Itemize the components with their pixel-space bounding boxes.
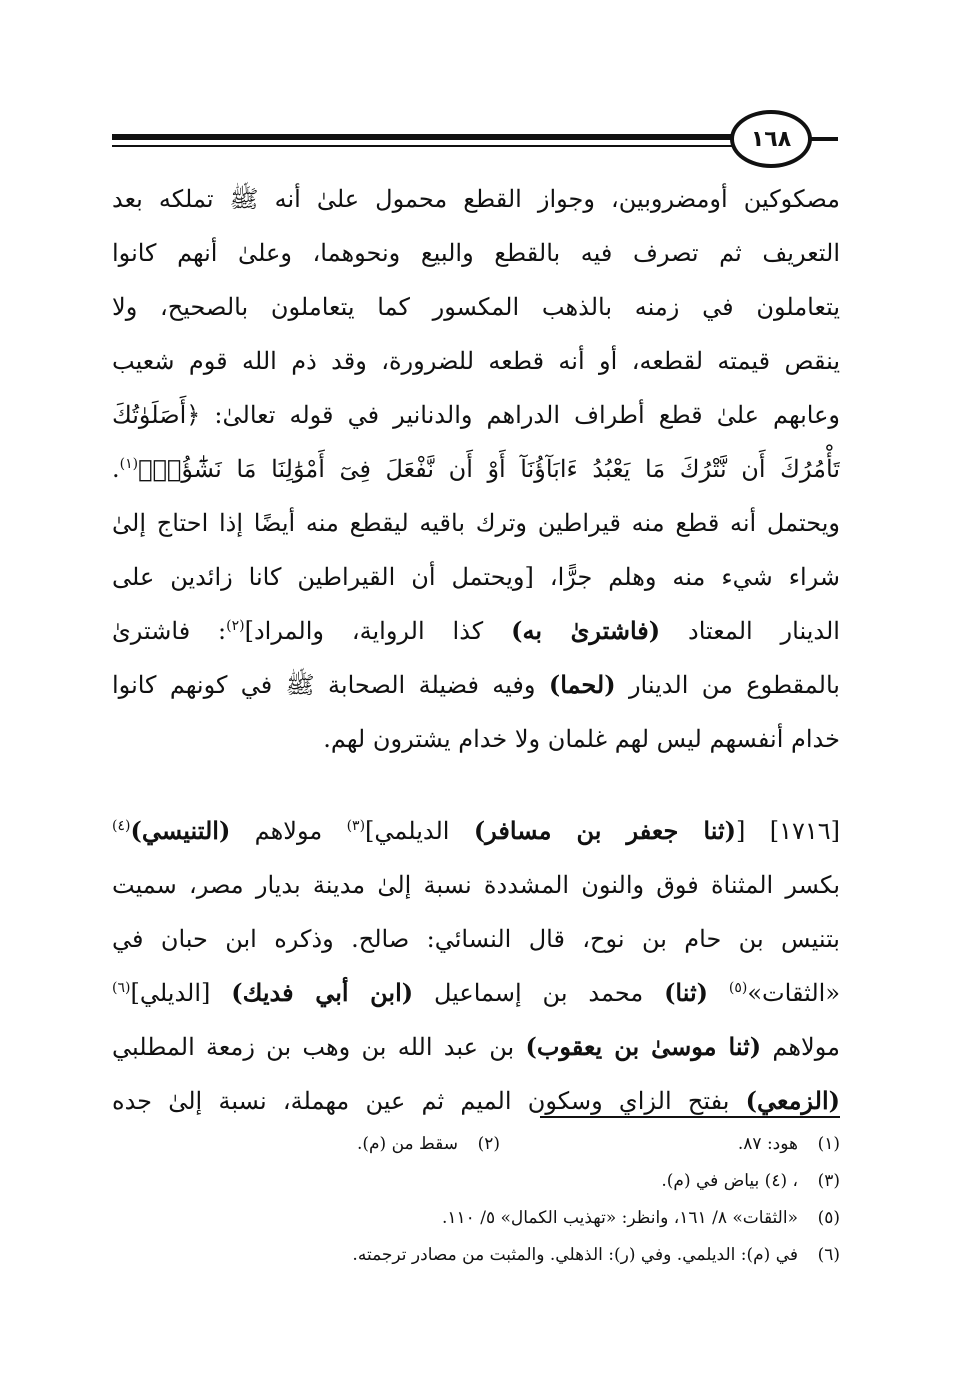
page-number: ١٦٨ xyxy=(750,126,792,152)
text-line: بتنيس بن حام بن نوح، قال النسائي: صالح. وذكره ابن حبان في xyxy=(112,925,840,953)
bold-lemma: (ثنا جعفر بن مسافر) xyxy=(473,816,737,845)
footnote-ref[interactable]: (٤) xyxy=(112,818,131,834)
footnotes xyxy=(112,1126,840,1274)
footnote-ref[interactable]: (٦) xyxy=(112,980,131,996)
header-rule-thin xyxy=(112,145,732,147)
footnote-number: (٣) xyxy=(817,1171,840,1191)
footnote-2 xyxy=(357,1126,500,1163)
footnote-5 xyxy=(442,1200,840,1237)
bold-lemma: (ثنا) xyxy=(664,978,709,1007)
text-segment: وفيه فضيلة الصحابة ﷺ في كونهم كانوا xyxy=(112,671,536,699)
header-rule-right xyxy=(810,137,838,141)
footnote-6 xyxy=(352,1237,840,1274)
footnote-number: (٦) xyxy=(817,1245,840,1265)
text-line: خدام أنفسهم ليس لهم غلمان ولا خدام يشترون لهم. xyxy=(323,725,840,753)
text-segment: بالمقطوع من الدينار xyxy=(628,671,840,699)
footnote-row xyxy=(112,1200,840,1237)
footnote-text: هود: ٨٧. xyxy=(737,1134,798,1154)
quran-verse-line: تَأْمُرُكَ أَن نَّتْرُكَ مَا يَعْبُدُ ءَابَآؤُنَآ أَوْ أَن نَّفْعَلَ فِىٓ أَمْوَٰلِنَا مَا نَشَٰٓؤُا۟﴾$^{(١)}$. xyxy=(112,455,840,483)
footnote-text: «الثقات» ٨/ ١٦١، وانظر: «تهذيب الكمال» ٥/ ١١٠. xyxy=(442,1208,798,1228)
text-line xyxy=(112,1020,840,1074)
footnote-row xyxy=(112,1126,840,1163)
text-line: وعابهم علىٰ قطع أطراف الدراهم والدنانير في قوله تعالىٰ: ﴿أَصَلَوٰتُكَ xyxy=(112,401,840,429)
text-segment: محمد بن إسماعيل xyxy=(413,979,665,1007)
bold-lemma: (فاشترىٰ به) xyxy=(511,616,661,645)
quran-verse: تَأْمُرُكَ أَن نَّتْرُكَ مَا يَعْبُدُ ءَابَآؤُنَآ أَوْ أَن نَّفْعَلَ فِىٓ أَمْوَٰلِنَا مَا نَشَٰٓؤُا۟﴾ xyxy=(138,455,840,483)
text-segment: : فاشترىٰ xyxy=(112,617,227,645)
text-segment: بفتح الزاي وسكون الميم ثم عين مهملة، نسبة إلىٰ جده xyxy=(112,1087,746,1115)
footnote-number: (١) xyxy=(817,1134,840,1154)
text-line xyxy=(112,604,840,658)
footnote-number: (٢) xyxy=(477,1134,500,1154)
text-segment: [الديلي] xyxy=(130,979,232,1007)
text-line: بكسر المثناة فوق والنون المشددة نسبة إلىٰ مدينة بديار مصر، سميت xyxy=(112,871,840,899)
footnote-3 xyxy=(661,1163,840,1200)
header-rule-thick xyxy=(112,134,732,140)
footnote-row xyxy=(112,1237,840,1274)
main-text xyxy=(112,172,840,1128)
text-line xyxy=(112,804,840,858)
text-segment: مولاهم xyxy=(230,817,347,845)
footnote-text: في (م): الديلمي. وفي (ر): الذهلي. والمثبت من مصادر ترجمته. xyxy=(352,1245,798,1265)
hadith-number: [١٧١٦] [ xyxy=(736,817,840,845)
bold-lemma: (ابن أبي فديك) xyxy=(231,978,414,1007)
text-line: شراء شيء منه وهلم جرًّا، [ويحتمل أن القيراطين كانا زائدين على xyxy=(112,563,840,591)
footnote-1 xyxy=(500,1126,840,1163)
text-line: يتعاملون في زمنه بالذهب المكسور كما يتعاملون بالصحيح، ولا xyxy=(112,293,840,321)
paragraph-2 xyxy=(112,804,840,1128)
text-line: ينقص قيمته لقطعه، أو أنه قطعه للضرورة، وقد ذم الله قوم شعيب xyxy=(112,347,840,375)
text-segment: كذا الرواية، والمراد] xyxy=(244,617,484,645)
text-segment: بن عبد الله بن وهب بن زمعة المطلبي xyxy=(112,1033,526,1061)
footnote-text: ، (٤) بياض في (م). xyxy=(661,1171,798,1191)
text-line xyxy=(112,1074,840,1128)
bold-lemma: (الزمعي) xyxy=(745,1086,840,1115)
footnote-number: (٥) xyxy=(817,1208,840,1228)
bold-lemma: (ثنا موسىٰ بن يعقوب) xyxy=(525,1032,762,1061)
bold-lemma: (التنيسي) xyxy=(130,816,231,845)
page-number-badge xyxy=(730,110,812,168)
text-line: التعريف ثم تصرف فيه بالقطع والبيع ونحوهما، وعلىٰ أنهم كانوا xyxy=(112,239,840,267)
paragraph-1 xyxy=(112,172,840,766)
text-segment: «الثقات» xyxy=(747,979,840,1007)
text-line xyxy=(112,966,840,1020)
footnote-ref[interactable]: (٥) xyxy=(728,980,748,996)
text-segment: مولاهم xyxy=(761,1033,840,1061)
text-line xyxy=(112,658,840,712)
footnote-ref[interactable]: (٣) xyxy=(346,818,366,834)
footnote-row xyxy=(112,1163,840,1200)
text-segment: الدينار المعتاد xyxy=(688,617,840,645)
bold-lemma: (لحما) xyxy=(548,670,616,699)
text-line: ويحتمل أنه قطع منه قيراطين وترك باقيه ليقطع منه أيضًا إذا احتاج إلىٰ xyxy=(112,509,840,537)
footnote-separator xyxy=(540,1116,840,1118)
footnote-ref[interactable]: (١) xyxy=(119,456,139,472)
footnote-text: سقط من (م). xyxy=(356,1134,458,1154)
text-segment: الديلمي] xyxy=(365,817,474,845)
text-line: مصكوكين أومضروبين، وجواز القطع محمول علىٰ أنه ﷺ تملكه بعد xyxy=(112,185,840,213)
footnote-ref[interactable]: (٢) xyxy=(226,618,245,634)
